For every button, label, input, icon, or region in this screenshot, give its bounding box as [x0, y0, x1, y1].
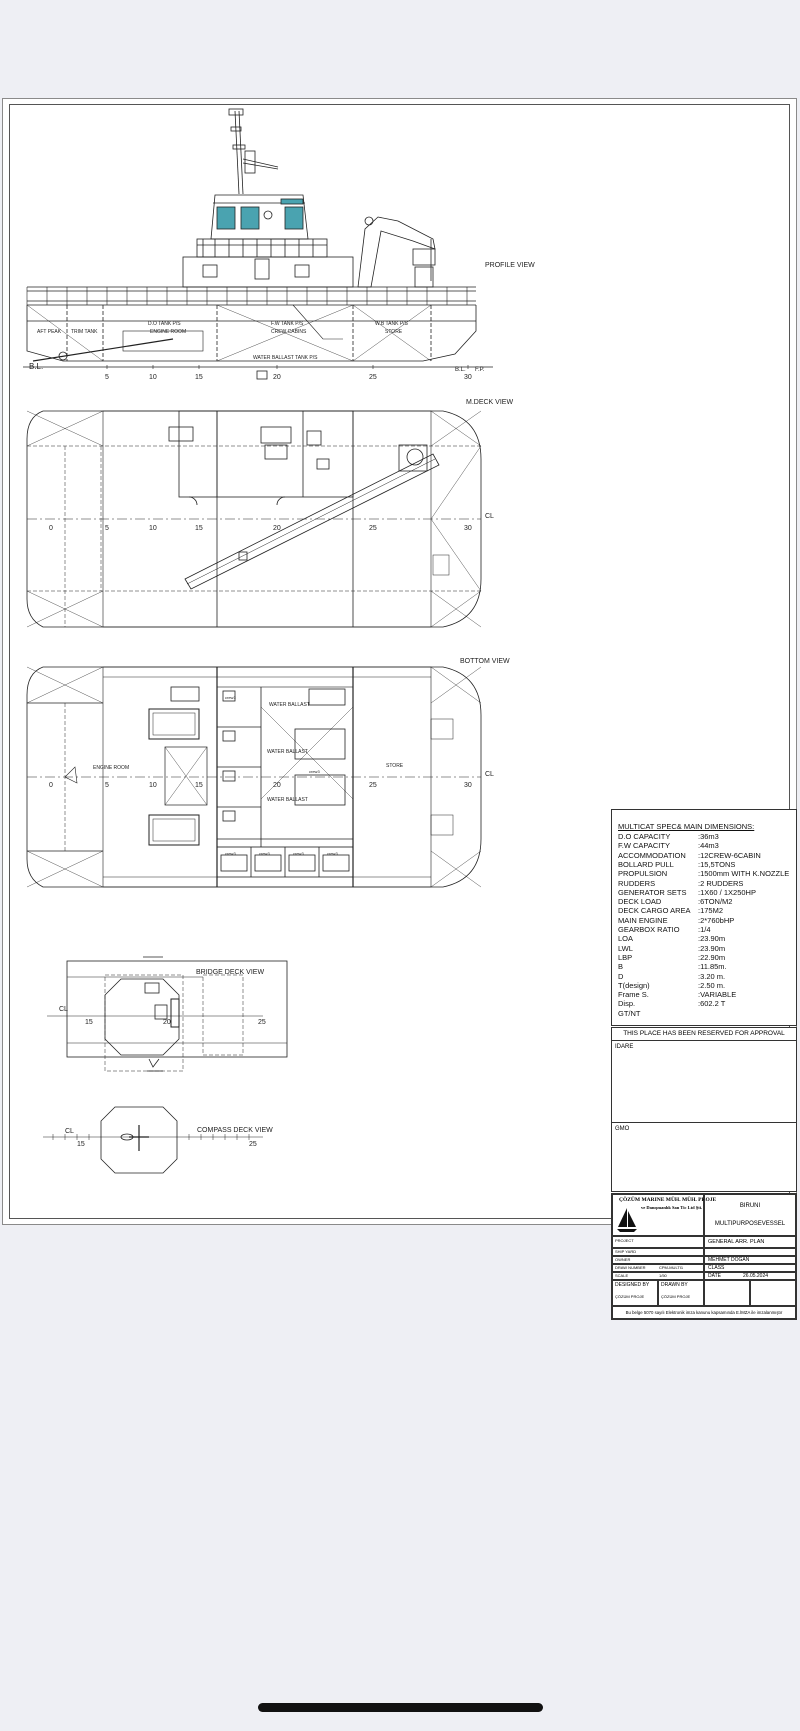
- spec-row: [618, 953, 725, 962]
- compass-frame-25: 25: [249, 1141, 257, 1148]
- project-label-cell: PROJECT: [612, 1236, 704, 1248]
- spec-value: :3.20 m.: [698, 971, 726, 981]
- drawno-value: CPM-MULTI1: [659, 1265, 684, 1270]
- scale-cell: [612, 1272, 704, 1280]
- spec-row: [618, 990, 736, 999]
- mdeck-frame-0: 0: [49, 525, 53, 532]
- mdeck-cl: CL: [485, 513, 494, 520]
- profile-frame-10: 10: [149, 374, 157, 381]
- label-engine-room: ENGINE ROOM: [150, 329, 187, 335]
- spec-value: :12CREW-6CABIN: [698, 850, 761, 860]
- approval-box: [611, 1027, 797, 1192]
- vessel-type: MULTIPURPOSEVESSEL: [714, 1221, 786, 1227]
- compass-frame-15: 15: [77, 1141, 85, 1148]
- spec-row: [618, 832, 719, 841]
- spec-row: [618, 972, 725, 981]
- label-wb-tank: W.B TANK P/S: [375, 321, 408, 327]
- bottom-view: [27, 667, 481, 887]
- bottom-frame-15: 15: [195, 782, 203, 789]
- spec-key: DECK LOAD: [618, 897, 662, 907]
- home-indicator[interactable]: [258, 1703, 543, 1712]
- approval-header: THIS PLACE HAS BEEN RESERVED FOR APPROVAL: [612, 1028, 796, 1041]
- profile-frame-25: 25: [369, 374, 377, 381]
- spec-row: [618, 1009, 698, 1018]
- spec-row: [618, 962, 727, 971]
- mdeck-view: [27, 411, 481, 627]
- date-label: DATE: [708, 1273, 721, 1279]
- spec-value: :36m3: [698, 832, 719, 841]
- spec-key: BOLLARD PULL: [618, 859, 674, 869]
- spec-key: MAIN ENGINE: [618, 915, 668, 925]
- label-store: STORE: [385, 329, 403, 335]
- spec-value: :VARIABLE: [698, 990, 737, 1000]
- spec-key: Disp.: [618, 999, 636, 1009]
- spec-key: GENERATOR SETS: [618, 887, 687, 897]
- bottom-frame-20: 20: [273, 782, 281, 789]
- spec-value: :2 RUDDERS: [698, 878, 744, 888]
- spec-row: [618, 916, 734, 925]
- spec-value: :6TON/M2: [698, 897, 733, 907]
- mdeck-frame-15: 15: [195, 525, 203, 532]
- profile-view-title: PROFILE VIEW: [485, 262, 535, 269]
- spec-value: :44m3: [698, 841, 719, 851]
- label-water-ballast-2: WATER BALLAST: [267, 749, 308, 755]
- label-crew-5: crew3: [293, 851, 304, 856]
- spec-row: [618, 888, 756, 897]
- spec-key: B: [618, 962, 624, 972]
- spec-row: [618, 869, 789, 878]
- designed-label: DESIGNED BY: [615, 1282, 650, 1288]
- compass-cl: CL: [65, 1128, 74, 1135]
- spec-value: :2.50 m.: [698, 980, 726, 990]
- bottom-frame-10: 10: [149, 782, 157, 789]
- spec-value: :11.85m.: [698, 962, 727, 972]
- label-trim-tank: TRIM TANK: [71, 329, 98, 335]
- spec-title: MULTICAT SPEC& MAIN DIMENSIONS:: [618, 822, 755, 831]
- spec-value: :1X60 / 1X250HP: [698, 887, 756, 897]
- compass-deck-view: [43, 1107, 263, 1173]
- spec-box: [611, 809, 797, 1026]
- date-value: 26.05.2024: [743, 1273, 769, 1279]
- drawn-value: ÇÖZÜM PROJE: [661, 1294, 691, 1299]
- spec-key: LWL: [618, 943, 633, 953]
- spec-row: [618, 879, 743, 888]
- idare-box: [612, 1040, 796, 1123]
- company-name-1: ÇÖZÜM MARINE MÜH. MÜH. PROJE: [619, 1197, 717, 1203]
- spec-key: RUDDERS: [618, 878, 656, 888]
- drawno-label: DRAW NUMBER: [615, 1265, 646, 1270]
- label-bl-right: B.L.: [455, 367, 466, 373]
- spec-row: [618, 841, 719, 850]
- label-crew-3: crew3: [225, 851, 236, 856]
- spec-row: [618, 925, 711, 934]
- gmo-label: GMO: [615, 1126, 630, 1132]
- company-name-2: ve Danışmanlık San Tic Ltd Şti.: [641, 1205, 703, 1210]
- profile-frame-15: 15: [195, 374, 203, 381]
- scale-label: SCALE: [615, 1273, 629, 1278]
- bridge-frame-15: 15: [85, 1019, 93, 1026]
- bridge-view-title: BRIDGE DECK VIEW: [196, 969, 265, 976]
- spec-key: Frame S.: [618, 990, 649, 1000]
- vessel-name: BIRUNI: [739, 1203, 761, 1209]
- profile-frame-5: 5: [105, 374, 109, 381]
- spec-row: [618, 860, 735, 869]
- spec-value: :2*760bHP: [698, 915, 735, 925]
- spec-key: T(design): [618, 980, 650, 990]
- drawn-cell: [658, 1280, 704, 1306]
- bottom-frame-0: 0: [49, 782, 53, 789]
- spec-key: PROPULSION: [618, 869, 668, 879]
- spec-value: :602.2 T: [698, 999, 726, 1009]
- spec-value: :15,5TONS: [698, 859, 736, 869]
- sailboat-logo-icon: [616, 1207, 638, 1233]
- spec-key: LBP: [618, 952, 633, 962]
- drawing-sheet: [2, 98, 797, 1315]
- bridge-frame-25: 25: [258, 1019, 266, 1026]
- company-cell: [612, 1194, 717, 1236]
- spec-row: [618, 934, 725, 943]
- label-fp: F.P.: [475, 367, 485, 373]
- spec-key: ACCOMMODATION: [618, 850, 686, 860]
- bottom-frame-30: 30: [464, 782, 472, 789]
- vessel-cell: [704, 1194, 796, 1236]
- label-crew-2: crew3: [309, 769, 320, 774]
- profile-frame-30: 30: [464, 374, 472, 381]
- label-crew-4: crew3: [259, 851, 270, 856]
- bottom-cl: CL: [485, 771, 494, 778]
- spec-key: DECK CARGO AREA: [618, 906, 691, 916]
- idare-label: IDARE: [615, 1044, 634, 1050]
- spec-value: :23.90m: [698, 943, 726, 953]
- spec-key: GT/NT: [618, 1008, 641, 1018]
- spec-value: :1500mm WITH K.NOZZLE: [698, 869, 790, 879]
- label-do-tank: D.O TANK P/S: [148, 321, 181, 327]
- drawno-cell: [612, 1264, 704, 1272]
- spec-value: :1/4: [698, 925, 711, 934]
- class-cell: CLASS: [704, 1264, 796, 1272]
- designed-value: ÇÖZÜM PROJE: [615, 1294, 645, 1299]
- bottom-frame-25: 25: [369, 782, 377, 789]
- spec-key: F.W CAPACITY: [618, 841, 670, 851]
- bottom-view-title: BOTTOM VIEW: [460, 658, 510, 665]
- profile-frame-20: 20: [273, 374, 281, 381]
- mdeck-frame-10: 10: [149, 525, 157, 532]
- signature-cell-1: [704, 1280, 750, 1306]
- spec-value: :23.90m: [698, 934, 726, 944]
- spec-row: [618, 981, 725, 990]
- label-bottom-engine-room: ENGINE ROOM: [93, 765, 130, 771]
- spec-row: [618, 851, 761, 860]
- drawn-label: DRAWN BY: [661, 1282, 688, 1288]
- spec-value: :175M2: [698, 906, 724, 916]
- label-crew-1: crew3: [225, 695, 236, 700]
- label-bottom-store: STORE: [386, 763, 404, 769]
- owner-label-cell: OWNER: [612, 1256, 704, 1264]
- mdeck-frame-20: 20: [273, 525, 281, 532]
- project-value-cell: GENERAL ARR. PLAN: [704, 1236, 796, 1248]
- spec-key: D: [618, 971, 624, 981]
- spec-value: :22.90m: [698, 952, 726, 962]
- label-crew-cabins: CREW CABINS: [271, 329, 307, 335]
- spec-key: GEARBOX RATIO: [618, 925, 680, 934]
- signature-cell-2: [750, 1280, 796, 1306]
- label-bl-left: B.L.: [29, 362, 44, 371]
- label-water-ballast-1: WATER BALLAST: [269, 702, 310, 708]
- spec-row: [618, 906, 723, 915]
- spec-key: D.O CAPACITY: [618, 832, 671, 841]
- owner-value-cell: MEHMET DOGAN: [704, 1256, 796, 1264]
- bridge-frame-20: 20: [163, 1019, 171, 1026]
- date-cell: [704, 1272, 796, 1280]
- spec-key: LOA: [618, 934, 634, 944]
- spec-row: [618, 897, 732, 906]
- spec-row: [618, 999, 725, 1008]
- bottom-frame-5: 5: [105, 782, 109, 789]
- mdeck-frame-25: 25: [369, 525, 377, 532]
- gmo-box: [612, 1122, 796, 1193]
- compass-view-title: COMPASS DECK VIEW: [197, 1127, 273, 1134]
- scale-value: 1/50: [659, 1273, 667, 1278]
- bridge-cl: CL: [59, 1006, 68, 1013]
- spec-row: [618, 944, 725, 953]
- shipyard-label-cell: SHIP YARD: [612, 1248, 704, 1256]
- label-aft-peak: AFT PEAK: [37, 329, 62, 335]
- mdeck-frame-30: 30: [464, 525, 472, 532]
- label-water-ballast-tank: WATER BALLAST TANK P/S: [253, 355, 318, 361]
- mdeck-view-title: M.DECK VIEW: [466, 399, 514, 406]
- mdeck-frame-5: 5: [105, 525, 109, 532]
- label-crew-6: crew3: [327, 851, 338, 856]
- footer-cell: Bu belge 5070 sayılı Elektronik imza kanunu kapsamında E.İMZA ile imzalanmıştır: [612, 1306, 796, 1319]
- label-fw-tank: F.W TANK P/S: [271, 321, 304, 327]
- profile-view: [23, 109, 493, 379]
- title-block: [611, 1193, 797, 1320]
- designed-cell: [612, 1280, 658, 1306]
- label-water-ballast-3: WATER BALLAST: [267, 797, 308, 803]
- shipyard-value-cell: [704, 1248, 796, 1256]
